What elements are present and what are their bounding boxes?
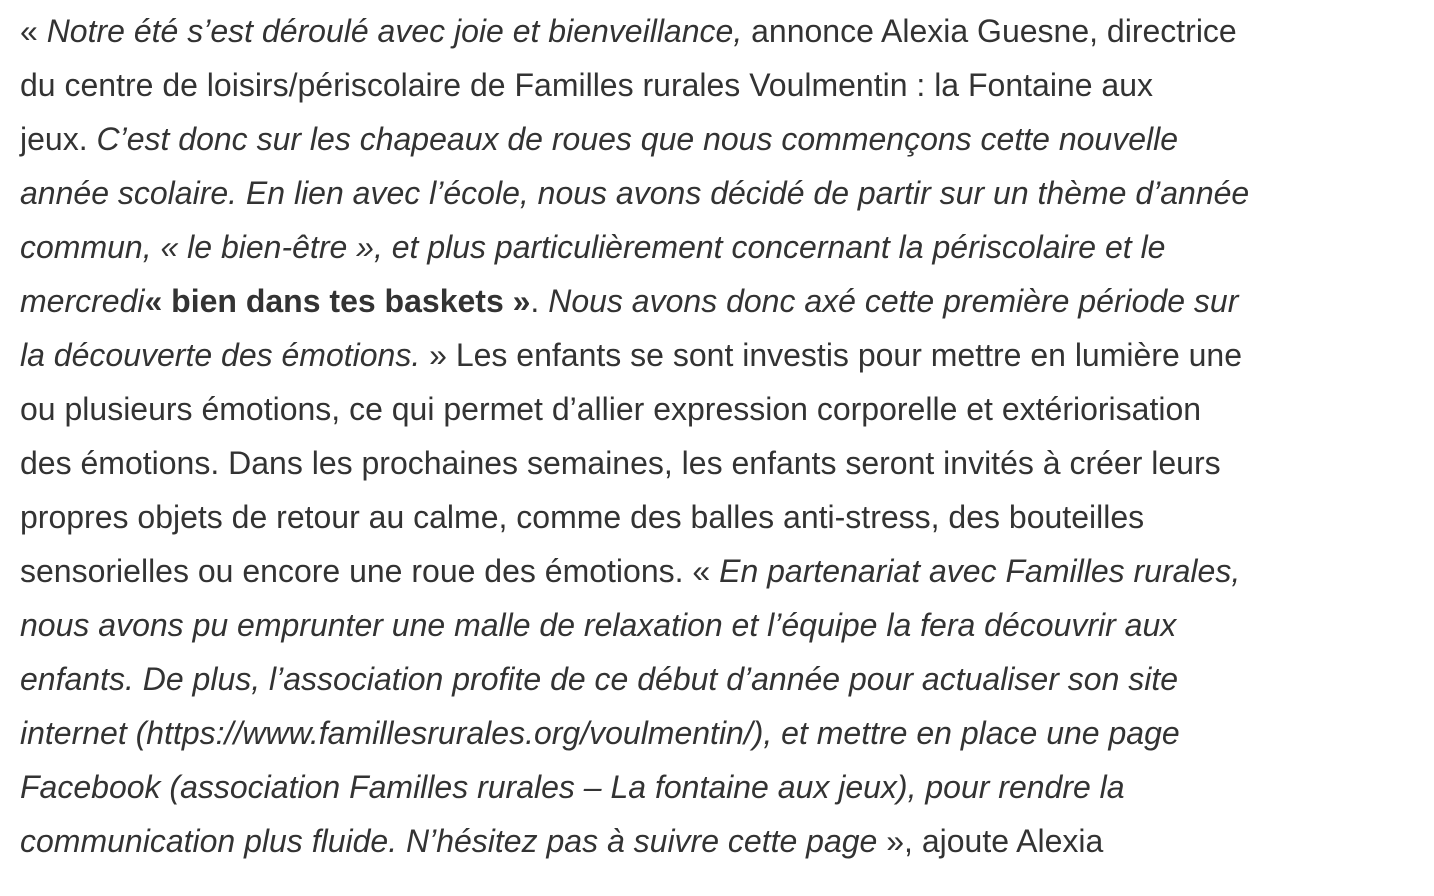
text-run: Notre été s’est déroulé avec joie et bienveillance, [46,13,743,49]
text-run: des émotions. Dans les prochaines semaines, les enfants seront invités à créer leurs [20,445,1221,481]
text-run: du centre de loisirs/périscolaire de Familles rurales Voulmentin : la Fontaine aux [20,67,1153,103]
text-run: ou plusieurs émotions, ce qui permet d’allier expression corporelle et extériorisation [20,391,1202,427]
text-line [20,4,1420,58]
text-run: », ajoute Alexia [877,823,1104,859]
text-run: » Les enfants se sont investis pour mettre en lumière une [420,337,1243,373]
text-run: nous avons pu emprunter une malle de relaxation et l’équipe la fera découvrir aux [20,607,1177,643]
text-run: C’est donc sur les chapeaux de roues que nous commençons cette nouvelle [96,121,1179,157]
text-line [20,166,1420,220]
text-line [20,814,1420,868]
text-run: année scolaire. En lien avec l’école, nous avons décidé de partir sur un thème d’année [20,175,1250,211]
text-run: Nous avons donc axé cette première période sur [548,283,1239,319]
text-line [20,760,1420,814]
text-line [20,220,1420,274]
text-line [20,274,1420,328]
text-run: mercredi [20,283,145,319]
text-run: Facebook (association Familles rurales – La fontaine aux jeux), pour rendre la [20,769,1125,805]
text-run: propres objets de retour au calme, comme des balles anti-stress, des bouteilles [20,499,1145,535]
text-run: commun, « le bien-être », et plus particulièrement concernant la périscolaire et le [20,229,1166,265]
text-line [20,382,1420,436]
text-run: « [20,13,47,49]
text-line [20,652,1420,706]
text-run: la découverte des émotions. [20,337,421,373]
text-line [20,490,1420,544]
text-line [20,58,1420,112]
text-line [20,706,1420,760]
text-line [20,598,1420,652]
text-run: jeux. [20,121,97,157]
text-line [20,436,1420,490]
text-line [20,328,1420,382]
text-run: annonce Alexia Guesne, directrice [742,13,1237,49]
text-run: internet (https://www.famillesrurales.org/voulmentin/), et mettre en place une page [20,715,1180,751]
article-text [20,4,1420,868]
text-line [20,112,1420,166]
text-line [20,544,1420,598]
text-run: En partenariat avec Familles rurales, [719,553,1241,589]
text-run: enfants. De plus, l’association profite de ce début d’année pour actualiser son site [20,661,1179,697]
text-run: . [530,283,549,319]
text-run: sensorielles ou encore une roue des émotions. « [20,553,720,589]
bold-phrase: « bien dans tes baskets » [144,283,531,319]
text-run: communication plus fluide. N’hésitez pas à suivre cette page [20,823,878,859]
